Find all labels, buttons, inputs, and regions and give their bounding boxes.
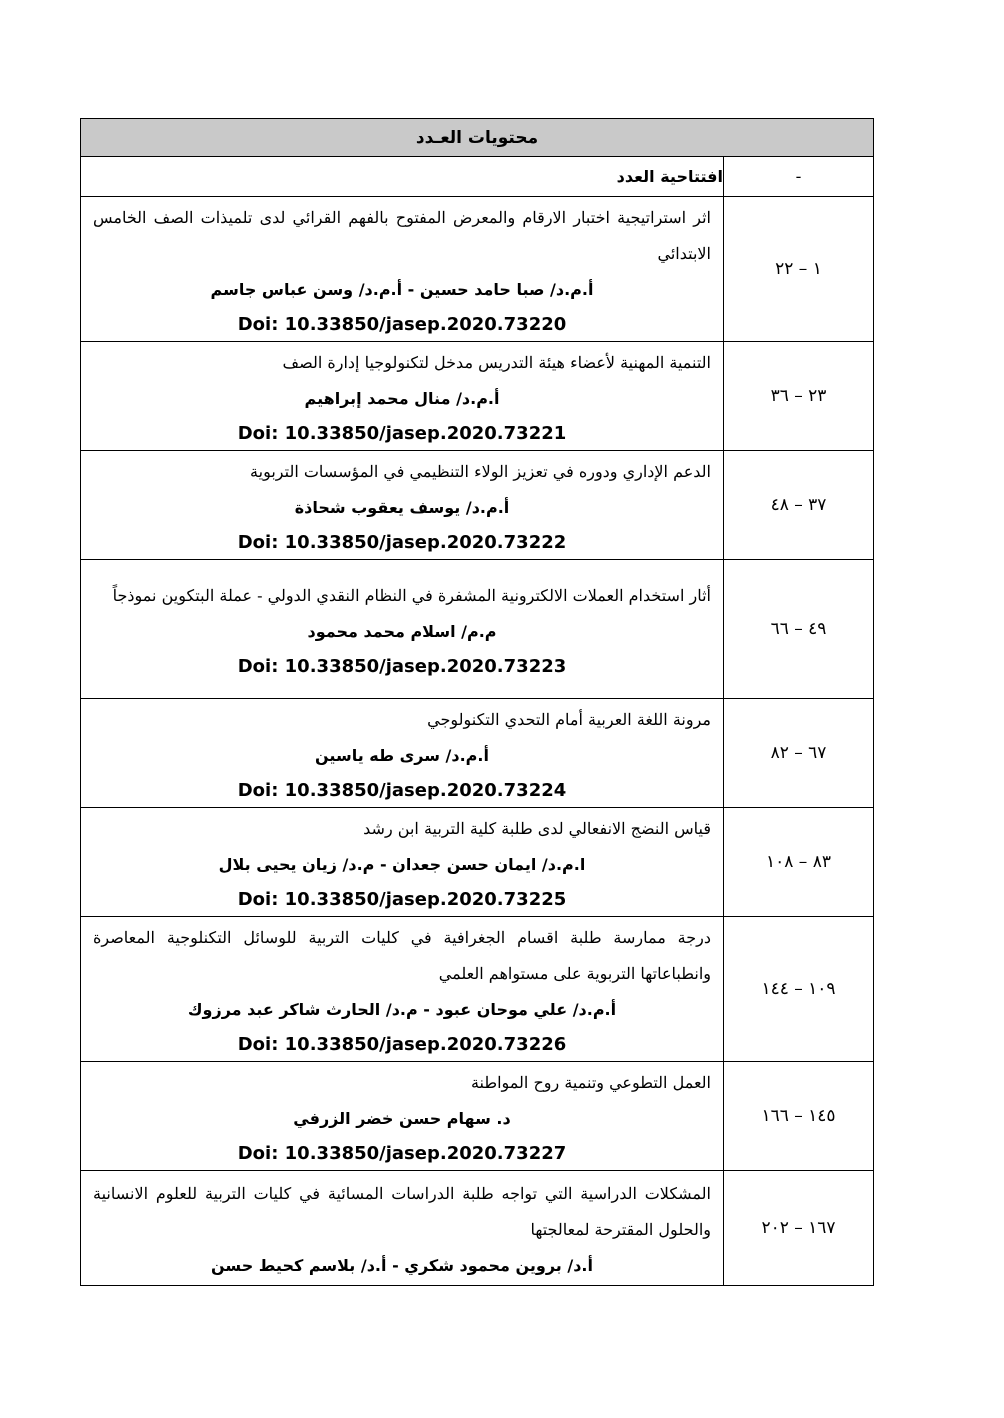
- entry-title: التنمية المهنية لأعضاء هيئة التدريس مدخل لتكنولوجيا إدارة الصف: [282, 353, 711, 372]
- entry-title: مرونة اللغة العربية أمام التحدي التكنولوجي: [427, 710, 711, 729]
- entry-pages: ١٤٥ – ١٦٦: [724, 1062, 874, 1171]
- entry-doi: Doi: 10.33850/jasep.2020.73222: [237, 532, 567, 553]
- entry-title: المشكلات الدراسية التي تواجه طلبة الدراسات المسائية في كليات التربية للعلوم الانسانية والحلول المقترحة لمعالجتها: [93, 1183, 711, 1239]
- entry-title: أثار استخدام العملات الالكترونية المشفرة في النظام النقدي الدولي - عملة البتكوين نموذجاً: [112, 586, 711, 605]
- entry-cell: [81, 808, 724, 917]
- entry-doi: Doi: 10.33850/jasep.2020.73226: [237, 1034, 567, 1055]
- entry-cell: [81, 1171, 724, 1286]
- entry-doi: Doi: 10.33850/jasep.2020.73227: [237, 1143, 567, 1164]
- entry-authors: أ.م.د/ صبا حامد حسين - أ.م.د/ وسن عباس جاسم: [210, 280, 594, 299]
- table-row: [81, 197, 874, 342]
- entry-cell: [81, 917, 724, 1062]
- entry-pages: ٦٧ – ٨٢: [724, 699, 874, 808]
- entry-doi: Doi: 10.33850/jasep.2020.73224: [237, 780, 567, 801]
- entry-doi: Doi: 10.33850/jasep.2020.73220: [237, 314, 567, 335]
- table-row: [81, 560, 874, 699]
- entry-cell: [81, 342, 724, 451]
- entry-title: درجة ممارسة طلبة اقسام الجغرافية في كليات التربية للوسائل التكنلوجية المعاصرة وانطباعاتها التربوية على مستواهم العلمي: [93, 928, 711, 983]
- table-row: [81, 808, 874, 917]
- entry-cell: [81, 560, 724, 699]
- entry-authors: ا.م.د/ ايمان حسن جعدان - م.د/ زيان يحيى بلال: [218, 855, 586, 874]
- entry-pages: ٢٣ – ٣٦: [724, 342, 874, 451]
- table-row: [81, 917, 874, 1062]
- entry-doi: Doi: 10.33850/jasep.2020.73221: [237, 423, 567, 444]
- opening-label: افتتاحية العدد: [81, 157, 724, 197]
- entry-cell: [81, 451, 724, 560]
- table-row: [81, 451, 874, 560]
- contents-table: [80, 118, 874, 1286]
- opening-pages: -: [724, 157, 874, 197]
- entry-authors: م.م/ اسلام محمد محمود: [307, 622, 497, 641]
- entry-authors: أ.م.د/ علي موحان عبود - م.د/ الحارث شاكر عبد مرزوك: [187, 1000, 617, 1019]
- entry-title: الدعم الإداري ودوره في تعزيز الولاء التنظيمي في المؤسسات التربوية: [250, 462, 711, 481]
- contents-table-body: [81, 119, 874, 1286]
- table-row: [81, 699, 874, 808]
- entry-authors: أ.د/ بروين محمود شكري - أ.د/ بلاسم كحيط حسن: [211, 1255, 593, 1275]
- opening-row: [81, 157, 874, 197]
- entry-title: اثر استراتيجية اختبار الارقام والمعرض المفتوح بالفهم القرائي لدى تلميذات الصف الخامس الابتدائي: [93, 208, 711, 263]
- entry-authors: أ.م.د/ منال محمد إبراهيم: [304, 389, 500, 408]
- entry-pages: ١٦٧ – ٢٠٢: [724, 1171, 874, 1286]
- entry-pages: ٨٣ – ١٠٨: [724, 808, 874, 917]
- entry-title: قياس النضج الانفعالي لدى طلبة كلية التربية ابن رشد: [363, 819, 711, 838]
- entry-doi: Doi: 10.33850/jasep.2020.73225: [237, 889, 567, 910]
- table-row: [81, 342, 874, 451]
- entry-cell: [81, 1062, 724, 1171]
- entry-cell: [81, 197, 724, 342]
- table-header: محتويات العـدد: [81, 119, 874, 157]
- entry-authors: أ.م.د/ يوسف يعقوب شحاذة: [294, 498, 510, 517]
- entry-pages: ٤٩ – ٦٦: [724, 560, 874, 699]
- entry-pages: ٣٧ – ٤٨: [724, 451, 874, 560]
- entry-doi: Doi: 10.33850/jasep.2020.73223: [237, 656, 567, 677]
- entry-title: العمل التطوعي وتنمية روح المواطنة: [470, 1073, 711, 1092]
- entry-authors: د. سهام حسن خضر الزرفي: [293, 1109, 511, 1128]
- entry-authors: أ.م.د/ سرى طه ياسين: [315, 746, 489, 765]
- entry-pages: ١ – ٢٢: [724, 197, 874, 342]
- table-row: [81, 1062, 874, 1171]
- entry-cell: [81, 699, 724, 808]
- table-row: [81, 1171, 874, 1286]
- table-header-row: [81, 119, 874, 157]
- entry-pages: ١٠٩ – ١٤٤: [724, 917, 874, 1062]
